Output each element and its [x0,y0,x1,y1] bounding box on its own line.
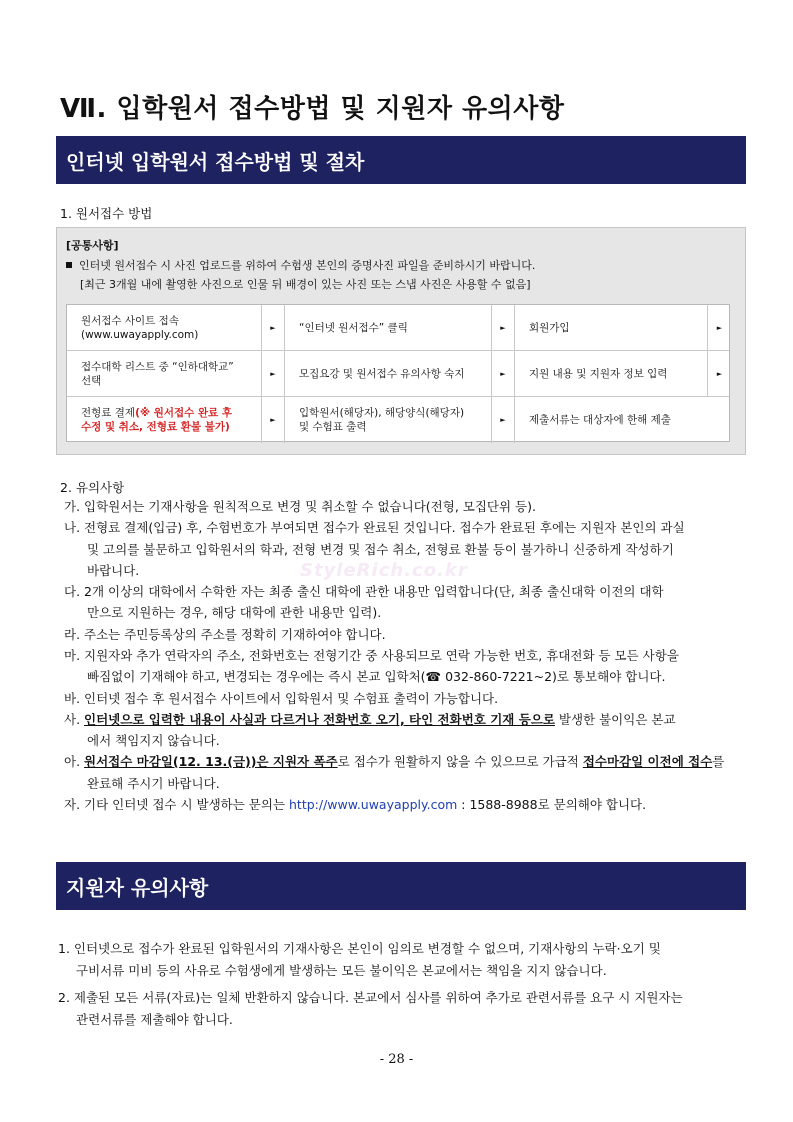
note-ma-line-1: 마. 지원자와 추가 연락자의 주소, 전화번호는 전형기간 중 사용되므로 연락 가능한 번호, 휴대전화 등 모든 사항을 [64,648,679,663]
step-select-university: 접수대학 리스트 중 “인하대학교” 선택 [81,360,234,387]
note-da-line-2: 만으로 지원하는 경우, 해당 대학에 관한 내용만 입력). [87,605,382,620]
step-sign-up: 회원가입 [529,321,570,334]
arrow-right-icon: ► [707,351,731,396]
bullet-square-icon [66,262,72,268]
arrow-right-icon: ► [491,305,515,350]
step-print-forms: 입학원서(해당자), 해당양식(해당자) 및 수험표 출력 [299,407,465,433]
note-ga: 가. 입학원서는 기재사항을 원칙적으로 변경 및 취소할 수 없습니다(전형, 모집단위 등). [64,499,536,514]
applicant-note-1-line-1: 1. 인터넷으로 접수가 완료된 입학원서의 기재사항은 본인이 임의로 변경할 수 없으며, 기재사항의 누락·오기 및 [58,941,661,956]
note-ba: 바. 인터넷 접수 후 원서접수 사이트에서 입학원서 및 수험표 출력이 가능합니다. [64,691,499,706]
section-banner-label: 인터넷 입학원서 접수방법 및 절차 [66,149,365,174]
note-na-line-3: 바랍니다. [87,563,140,578]
step-pay-fee: 전형료 결제(※ 원서접수 완료 후 수정 및 취소, 전형료 환불 불가) [81,407,233,433]
note-sa-line-2: 에서 책임지지 않습니다. [87,733,220,748]
arrow-right-icon: ► [491,351,515,396]
uwayapply-link[interactable]: http://www.uwayapply.com [289,797,458,812]
procedure-row [67,351,729,397]
arrow-right-icon: ► [261,351,285,396]
section-banner-label: 지원자 유의사항 [66,875,209,900]
arrow-right-icon: ► [491,397,515,443]
common-notice-heading: [공통사항] [66,239,119,252]
step-submit-documents: 제출서류는 대상자에 한해 제출 [529,414,671,426]
arrow-right-icon: ► [707,305,731,350]
step-read-guidelines: 모집요강 및 원서접수 유의사항 숙지 [299,367,465,380]
step-enter-info: 지원 내용 및 지원자 정보 입력 [529,367,668,380]
step-site-access: 원서접수 사이트 접속 (www.uwayapply.com) [81,314,199,341]
note-na-line-2: 및 고의를 불문하고 입학원서의 학과, 전형 변경 및 접수 취소, 전형료 환불 등이 불가하니 신중하게 작성하기 [87,542,674,557]
note-ra: 라. 주소는 주민등록상의 주소를 정확히 기재하여야 합니다. [64,627,386,642]
note-ja: 자. 기타 인터넷 접수 시 발생하는 문의는 http://www.uwayapply.com : 1588-8988로 문의해야 합니다. [64,797,647,812]
procedure-flow-table [66,304,730,442]
subheading-precautions: 2. 유의사항 [60,480,125,495]
section-banner-applicant-notes [56,862,746,910]
arrow-right-icon: ► [261,305,285,350]
step-click-apply: “인터넷 원서접수” 클릭 [299,321,408,334]
applicant-note-2-line-1: 2. 제출된 모든 서류(자료)는 일체 반환하지 않습니다. 본교에서 심사를 위하여 추가로 관련서류를 요구 시 지원자는 [58,990,683,1005]
common-notice-line-2: [최근 3개월 내에 촬영한 사진으로 인물 뒤 배경이 있는 사진 또는 스냅 사진은 사용할 수 없음] [80,278,531,291]
section-banner-application-method [56,136,746,184]
page-title: Ⅶ. 입학원서 접수방법 및 지원자 유의사항 [60,94,565,124]
note-sa-line-1: 사. 인터넷으로 입력한 내용이 사실과 다르거나 전화번호 오기, 타인 전화번호 기재 등으로 발생한 불이익은 본교 [64,712,676,727]
watermark: StyleRich.co.kr [300,560,468,581]
note-na-line-1: 나. 전형료 결제(입금) 후, 수험번호가 부여되면 접수가 완료된 것입니다. 접수가 완료된 후에는 지원자 본인의 과실 [64,520,685,535]
common-notice-text-1: 인터넷 원서접수 시 사진 업로드를 위하여 수험생 본인의 증명사진 파일을 준비하시기 바랍니다. [79,259,536,272]
procedure-row [67,397,729,443]
arrow-right-icon: ► [261,397,285,443]
procedure-row [67,305,729,351]
note-a-line-1: 아. 원서접수 마감일(12. 13.(금))은 지원자 폭주로 접수가 원활하지 않을 수 있으므로 가급적 접수마감일 이전에 접수를 [64,754,725,769]
applicant-note-1-line-2: 구비서류 미비 등의 사유로 수험생에게 발생하는 모든 불이익은 본교에서는 책임을 지지 않습니다. [76,963,607,978]
note-a-line-2: 완료해 주시기 바랍니다. [87,776,220,791]
common-notice-line-1 [66,257,535,273]
note-da-line-1: 다. 2개 이상의 대학에서 수학한 자는 최종 출신 대학에 관한 내용만 입력합니다(단, 최종 출신대학 이전의 대학 [64,584,664,599]
applicant-note-2-line-2: 관련서류를 제출해야 합니다. [76,1012,233,1027]
subheading-application-method: 1. 원서접수 방법 [60,206,153,221]
note-ma-line-2: 빠짐없이 기재해야 하고, 변경되는 경우에는 즉시 본교 입학처(☎ 032-860-7221~2)로 통보해야 합니다. [87,669,666,684]
page-number: - 28 - [379,1052,414,1067]
